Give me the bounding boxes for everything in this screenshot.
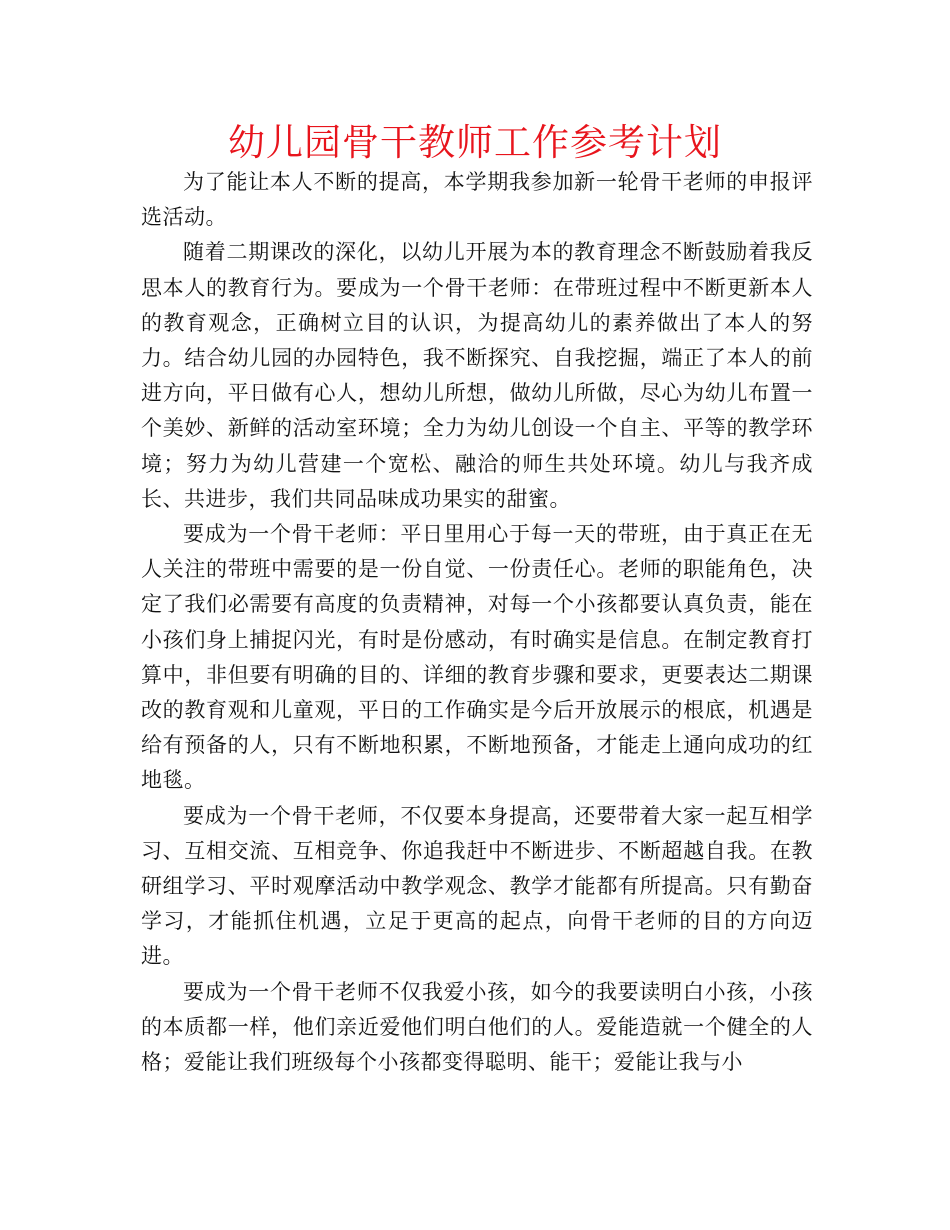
paragraph: 要成为一个骨干老师：平日里用心于每一天的带班，由于真正在无人关注的带班中需要的是一份自觉、一份责任心。老师的职能角色，决定了我们必需要有高度的负责精神，对每一个小孩都要认真负责，能在小孩们身上捕捉闪光，有时是份感动，有时确实是信息。在制定教育打算中，非但要有明确的目的、详细的教育步骤和要求，更要表达二期课改的教育观和儿童观，平日的工作确实是今后开放展示的根底，机遇是给有预备的人，只有不断地积累，不断地预备，才能走上通向成功的红地毯。 — [141, 522, 813, 793]
paragraph: 为了能让本人不断的提高，本学期我参加新一轮骨干老师的申报评选活动。 — [141, 170, 813, 230]
paragraph: 要成为一个骨干老师，不仅要本身提高，还要带着大家一起互相学习、互相交流、互相竞争、你追我赶中不断进步、不断超越自我。在教研组学习、平时观摩活动中教学观念、教学才能都有所提高。只有勤奋学习，才能抓住机遇，立足于更高的起点，向骨干老师的目的方向迈进。 — [141, 803, 813, 969]
document-body — [141, 165, 813, 1080]
paragraph: 要成为一个骨干老师不仅我爱小孩，如今的我要读明白小孩，小孩的本质都一样，他们亲近爱他们明白他们的人。爱能造就一个健全的人格；爱能让我们班级每个小孩都变得聪明、能干；爱能让我与小 — [141, 979, 813, 1075]
paragraph: 随着二期课改的深化，以幼儿开展为本的教育理念不断鼓励着我反思本人的教育行为。要成为一个骨干老师：在带班过程中不断更新本人的教育观念，正确树立目的认识，为提高幼儿的素养做出了本人的努力。结合幼儿园的办园特色，我不断探究、自我挖掘，端正了本人的前进方向，平日做有心人，想幼儿所想，做幼儿所做，尽心为幼儿布置一个美妙、新鲜的活动室环境；全力为幼儿创设一个自主、平等的教学环境；努力为幼儿营建一个宽松、融洽的师生共处环境。幼儿与我齐成长、共进步，我们共同品味成功果实的甜蜜。 — [141, 240, 813, 511]
document-title: 幼儿园骨干教师工作参考计划 — [228, 121, 722, 164]
